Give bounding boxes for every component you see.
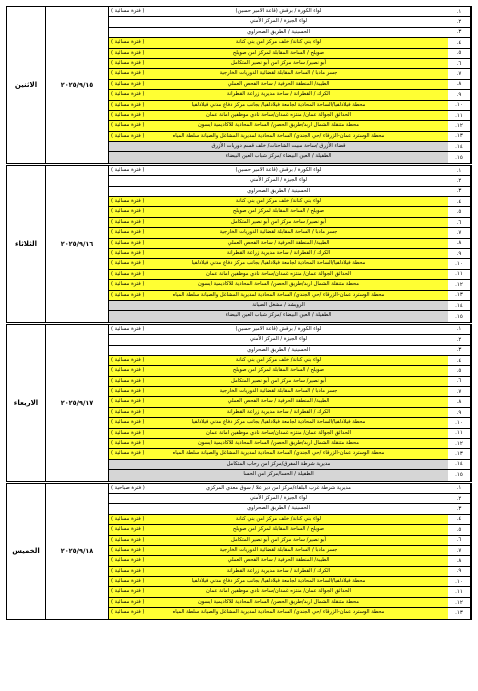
table-row bbox=[109, 567, 471, 577]
location-text: الحسينية / الطريق الصحراوي bbox=[247, 505, 310, 512]
location-text: محطة متنقلة الشمال اربد/طريق الحصن/ الساحة المحاذية للاكاديمية ايسون bbox=[197, 122, 360, 129]
period-label: ( فترة مسائية ) bbox=[111, 588, 145, 595]
location-cell bbox=[109, 121, 448, 130]
table-row bbox=[109, 197, 471, 207]
location-rows bbox=[109, 484, 471, 619]
period-label: ( فترة مسائية ) bbox=[111, 419, 145, 426]
table-row bbox=[109, 121, 471, 131]
period-label: ( فترة مسائية ) bbox=[111, 281, 145, 288]
location-text: محطة فيلادلفيا/الساحة المحاذية لجامعة فيلادلفيا/ بجانب مركز دفاع مدني فيلادلفيا bbox=[191, 101, 366, 108]
location-cell bbox=[109, 28, 448, 37]
location-cell bbox=[109, 356, 448, 365]
location-cell bbox=[109, 311, 448, 321]
day-block bbox=[6, 483, 472, 620]
row-number: .١٠ bbox=[448, 418, 471, 427]
period-label: ( فترة مسائية ) bbox=[111, 515, 145, 522]
period-label: ( فترة مسائية ) bbox=[111, 260, 145, 267]
period-label: ( فترة مسائية ) bbox=[111, 325, 145, 332]
row-number: .١٢ bbox=[448, 439, 471, 448]
location-cell bbox=[109, 166, 448, 175]
table-row bbox=[109, 280, 471, 290]
location-cell bbox=[109, 418, 448, 427]
row-number: .٩ bbox=[448, 90, 471, 99]
row-number: .١ bbox=[448, 484, 471, 493]
location-text: محطة الوسترد عمان-الزرقاء /حي الجندي/ الساحة المحاذية لمديرية المشاغل والصيانة سلطة المياه bbox=[172, 609, 385, 616]
location-text: صويلح / الساحة المقابلة لمركز امن صويلح bbox=[232, 367, 325, 374]
location-cell bbox=[109, 556, 448, 565]
location-text: الكرك / القطرانة / ساحة مديرية زراعة القطرانة bbox=[226, 567, 331, 574]
row-number: .٥ bbox=[448, 525, 471, 534]
table-row bbox=[109, 408, 471, 418]
row-number: .٥ bbox=[448, 366, 471, 375]
location-text: جسر مادبا / الساحة المقابلة لقضائية الدوريات الخارجية bbox=[219, 229, 338, 236]
location-cell bbox=[109, 218, 448, 227]
row-number: .٦ bbox=[448, 377, 471, 386]
location-text: صويلح / الساحة المقابلة لمركز امن صويلح bbox=[232, 49, 325, 56]
row-number: .٦ bbox=[448, 218, 471, 227]
location-text: لواء الجيزة / المركز الأمني bbox=[249, 177, 308, 184]
table-row bbox=[109, 608, 471, 618]
table-row bbox=[109, 598, 471, 608]
table-row bbox=[109, 484, 471, 494]
table-row bbox=[109, 49, 471, 59]
location-cell bbox=[109, 397, 448, 406]
location-cell bbox=[109, 80, 448, 89]
location-cell bbox=[109, 470, 448, 480]
table-row bbox=[109, 69, 471, 79]
table-row bbox=[109, 101, 471, 111]
table-row bbox=[109, 176, 471, 186]
location-cell bbox=[109, 197, 448, 206]
row-number: .٦ bbox=[448, 536, 471, 545]
period-label: ( فترة مسائية ) bbox=[111, 557, 145, 564]
location-cell bbox=[109, 17, 448, 26]
location-text: أبو نصير/ ساحة مركز امن أبو نصير المتكامل bbox=[231, 377, 326, 384]
row-number: .٦ bbox=[448, 59, 471, 68]
location-text: الحسينية / الطريق الصحراوي bbox=[247, 346, 310, 353]
table-row bbox=[109, 494, 471, 504]
location-text: الكرك / القطرانة / ساحة مديرية زراعة القطرانة bbox=[226, 249, 331, 256]
row-number: .٤ bbox=[448, 356, 471, 365]
location-text: الطيبة/ المنطقة الحرفية / ساحة الفحص العملي bbox=[227, 239, 330, 246]
row-number: .٣ bbox=[448, 187, 471, 196]
period-label: ( فترة مسائية ) bbox=[111, 609, 145, 616]
location-text: لواء بني كنانة/ خلف مركز امن بني كنانة bbox=[235, 39, 322, 46]
period-label: ( فترة مسائية ) bbox=[111, 166, 145, 173]
row-number: .٨ bbox=[448, 556, 471, 565]
table-row bbox=[109, 311, 471, 321]
row-number: .١١ bbox=[448, 587, 471, 596]
table-row bbox=[109, 470, 471, 480]
period-label: ( فترة مسائية ) bbox=[111, 398, 145, 405]
table-row bbox=[109, 366, 471, 376]
location-text: الطيبة/ المنطقة الحرفية / ساحة الفحص العملي bbox=[227, 80, 330, 87]
day-block bbox=[6, 6, 472, 164]
location-text: صويلح / الساحة المقابلة لمركز امن صويلح bbox=[232, 208, 325, 215]
table-row bbox=[109, 577, 471, 587]
location-text: لواء الجيزة / المركز الأمني bbox=[249, 336, 308, 343]
table-row bbox=[109, 536, 471, 546]
period-label: ( فترة مسائية ) bbox=[111, 536, 145, 543]
row-number: .٥ bbox=[448, 49, 471, 58]
row-number: .٤ bbox=[448, 197, 471, 206]
row-number: .١ bbox=[448, 325, 471, 334]
location-cell bbox=[109, 515, 448, 524]
location-text: لواء بني كنانة/ خلف مركز امن بني كنانة bbox=[235, 356, 322, 363]
row-number: .١٠ bbox=[448, 577, 471, 586]
table-row bbox=[109, 335, 471, 345]
location-cell bbox=[109, 429, 448, 438]
period-label: ( فترة مسائية ) bbox=[111, 239, 145, 246]
location-cell bbox=[109, 504, 448, 513]
period-label: ( فترة مسائية ) bbox=[111, 578, 145, 585]
day-date: ٢٠٢٥/٩/١٥ bbox=[46, 7, 109, 163]
location-cell bbox=[109, 546, 448, 555]
location-cell bbox=[109, 598, 448, 607]
period-label: ( فترة مسائية ) bbox=[111, 567, 145, 574]
row-number: .١٣ bbox=[448, 291, 471, 300]
location-text: الحسينية / الطريق الصحراوي bbox=[247, 28, 310, 35]
row-number: .١٤ bbox=[448, 460, 471, 469]
location-cell bbox=[109, 49, 448, 58]
table-row bbox=[109, 38, 471, 48]
row-number: .١٠ bbox=[448, 101, 471, 110]
row-number: .٧ bbox=[448, 387, 471, 396]
period-label: ( فترة مسائية ) bbox=[111, 408, 145, 415]
row-number: .١٥ bbox=[448, 152, 471, 162]
table-row bbox=[109, 228, 471, 238]
period-label: ( فترة مسائية ) bbox=[111, 598, 145, 605]
location-cell bbox=[109, 228, 448, 237]
location-cell bbox=[109, 346, 448, 355]
table-row bbox=[109, 239, 471, 249]
period-label: ( فترة مسائية ) bbox=[111, 101, 145, 108]
table-row bbox=[109, 7, 471, 17]
table-row bbox=[109, 325, 471, 335]
location-text: لواء الكورة / برقش (قاعة الامير حسين) bbox=[235, 166, 322, 173]
location-text: مديرية شرطة غرب البلقاء/مركز امن دير علا / سوق معدي المركزي bbox=[206, 484, 351, 491]
location-cell bbox=[109, 132, 448, 141]
location-rows bbox=[109, 325, 471, 481]
day-date: ٢٠٢٥/٩/١٨ bbox=[46, 484, 109, 619]
location-text: لواء بني كنانة/ خلف مركز امن بني كنانة bbox=[235, 515, 322, 522]
table-row bbox=[109, 132, 471, 142]
row-number: .٢ bbox=[448, 17, 471, 26]
period-label: ( فترة مسائية ) bbox=[111, 440, 145, 447]
location-cell bbox=[109, 449, 448, 458]
row-number: .٥ bbox=[448, 207, 471, 216]
period-label: ( فترة مسائية ) bbox=[111, 91, 145, 98]
location-cell bbox=[109, 577, 448, 586]
location-text: صويلح / الساحة المقابلة لمركز امن صويلح bbox=[232, 526, 325, 533]
period-label: ( فترة مسائية ) bbox=[111, 111, 145, 118]
row-number: .٩ bbox=[448, 249, 471, 258]
location-text: الرويشد / مشغل الصيانة bbox=[252, 301, 305, 308]
location-cell bbox=[109, 408, 448, 417]
location-cell bbox=[109, 90, 448, 99]
location-cell bbox=[109, 460, 448, 469]
location-text: الحسينية / الطريق الصحراوي bbox=[247, 187, 310, 194]
location-text: الحدائق الجوالة عمان/ منتزه غمدان/ساحة نادي موظفين امانة عمان bbox=[205, 111, 352, 118]
location-text: جسر مادبا / الساحة المقابلة لقضائية الدوريات الخارجية bbox=[219, 546, 338, 553]
period-label: ( فترة مسائية ) bbox=[111, 270, 145, 277]
location-text: محطة متنقلة الشمال اربد/طريق الحصن/ الساحة المحاذية للاكاديمية ايسون bbox=[197, 281, 360, 288]
location-cell bbox=[109, 187, 448, 196]
period-label: ( فترة مسائية ) bbox=[111, 546, 145, 553]
table-row bbox=[109, 587, 471, 597]
table-row bbox=[109, 346, 471, 356]
location-text: محطة متنقلة الشمال اربد/طريق الحصن/ الساحة المحاذية للاكاديمية ايسون bbox=[197, 598, 360, 605]
row-number: .١٢ bbox=[448, 280, 471, 289]
location-text: لواء الجيزة / المركز الأمني bbox=[249, 494, 308, 501]
location-rows bbox=[109, 166, 471, 322]
table-row bbox=[109, 152, 471, 162]
period-label: ( فترة مسائية ) bbox=[111, 122, 145, 129]
schedule-table bbox=[6, 6, 472, 621]
table-row bbox=[109, 387, 471, 397]
period-label: ( فترة مسائية ) bbox=[111, 59, 145, 66]
location-cell bbox=[109, 525, 448, 534]
row-number: .١٤ bbox=[448, 301, 471, 310]
table-row bbox=[109, 80, 471, 90]
location-text: الكرك / القطرانة / ساحة مديرية زراعة القطرانة bbox=[226, 408, 331, 415]
location-text: أبو نصير/ ساحة مركز امن أبو نصير المتكامل bbox=[231, 536, 326, 543]
location-cell bbox=[109, 567, 448, 576]
location-cell bbox=[109, 142, 448, 151]
location-text: محطة فيلادلفيا/الساحة المحاذية لجامعة فيلادلفيا/ بجانب مركز دفاع مدني فيلادلفيا bbox=[191, 419, 366, 426]
table-row bbox=[109, 142, 471, 152]
table-row bbox=[109, 301, 471, 311]
day-block bbox=[6, 324, 472, 482]
location-text: لواء بني كنانة/ خلف مركز امن بني كنانة bbox=[235, 198, 322, 205]
table-row bbox=[109, 187, 471, 197]
period-label: ( فترة مسائية ) bbox=[111, 356, 145, 363]
table-row bbox=[109, 218, 471, 228]
table-row bbox=[109, 207, 471, 217]
location-cell bbox=[109, 111, 448, 120]
location-cell bbox=[109, 439, 448, 448]
location-cell bbox=[109, 249, 448, 258]
period-label: ( فترة مسائية ) bbox=[111, 367, 145, 374]
location-text: الطفيلة / العين البيضاء /مركز شباب العين البيضاء bbox=[225, 312, 332, 319]
row-number: .٣ bbox=[448, 504, 471, 513]
location-cell bbox=[109, 325, 448, 334]
location-text: الطفيلة / الحسا/مركز امن الحسا bbox=[243, 471, 314, 478]
day-date: ٢٠٢٥/٩/١٦ bbox=[46, 166, 109, 322]
period-label: ( فترة مسائية ) bbox=[111, 208, 145, 215]
location-text: لواء الكورة / برقش (قاعة الامير حسين) bbox=[235, 325, 322, 332]
row-number: .٧ bbox=[448, 546, 471, 555]
period-label: ( فترة مسائية ) bbox=[111, 218, 145, 225]
location-cell bbox=[109, 69, 448, 78]
row-number: .٩ bbox=[448, 408, 471, 417]
period-label: ( فترة مسائية ) bbox=[111, 291, 145, 298]
period-label: ( فترة مسائية ) bbox=[111, 132, 145, 139]
day-name: الخميس bbox=[7, 484, 46, 619]
location-cell bbox=[109, 207, 448, 216]
location-cell bbox=[109, 608, 448, 618]
day-date: ٢٠٢٥/٩/١٧ bbox=[46, 325, 109, 481]
row-number: .١٣ bbox=[448, 449, 471, 458]
row-number: .١٥ bbox=[448, 311, 471, 321]
location-cell bbox=[109, 101, 448, 110]
location-text: أبو نصير/ ساحة مركز امن أبو نصير المتكامل bbox=[231, 59, 326, 66]
table-row bbox=[109, 546, 471, 556]
row-number: .١٢ bbox=[448, 598, 471, 607]
row-number: .١ bbox=[448, 7, 471, 16]
table-row bbox=[109, 556, 471, 566]
row-number: .١١ bbox=[448, 111, 471, 120]
location-text: الحدائق الجوالة عمان/ منتزه غمدان/ساحة نادي موظفين امانة عمان bbox=[205, 270, 352, 277]
table-row bbox=[109, 166, 471, 176]
table-row bbox=[109, 429, 471, 439]
table-row bbox=[109, 449, 471, 459]
period-label: ( فترة مسائية ) bbox=[111, 8, 145, 14]
location-cell bbox=[109, 536, 448, 545]
row-number: .٨ bbox=[448, 397, 471, 406]
location-text: محطة الوسترد عمان-الزرقاء /حي الجندي/ الساحة المحاذية لمديرية المشاغل والصيانة سلطة المياه bbox=[172, 450, 385, 457]
location-cell bbox=[109, 494, 448, 503]
table-row bbox=[109, 460, 471, 470]
location-cell bbox=[109, 387, 448, 396]
location-text: جسر مادبا / الساحة المقابلة لقضائية الدوريات الخارجية bbox=[219, 70, 338, 77]
row-number: .٩ bbox=[448, 567, 471, 576]
day-name: الثلاثاء bbox=[7, 166, 46, 322]
location-text: الطيبة/ المنطقة الحرفية / ساحة الفحص العملي bbox=[227, 557, 330, 564]
day-name: الاثنين bbox=[7, 7, 46, 163]
period-label: ( فترة صباحية ) bbox=[111, 484, 145, 491]
location-text: لواء الجيزة / المركز الأمني bbox=[249, 18, 308, 25]
period-label: ( فترة مسائية ) bbox=[111, 80, 145, 87]
table-row bbox=[109, 525, 471, 535]
table-row bbox=[109, 111, 471, 121]
location-cell bbox=[109, 239, 448, 248]
table-row bbox=[109, 515, 471, 525]
row-number: .٢ bbox=[448, 335, 471, 344]
location-cell bbox=[109, 259, 448, 268]
row-number: .١١ bbox=[448, 429, 471, 438]
period-label: ( فترة مسائية ) bbox=[111, 249, 145, 256]
period-label: ( فترة مسائية ) bbox=[111, 388, 145, 395]
row-number: .٤ bbox=[448, 515, 471, 524]
location-text: محطة الوسترد عمان-الزرقاء /حي الجندي/ الساحة المحاذية لمديرية المشاغل والصيانة سلطة المياه bbox=[172, 291, 385, 298]
table-row bbox=[109, 59, 471, 69]
table-row bbox=[109, 28, 471, 38]
row-number: .١٤ bbox=[448, 142, 471, 151]
location-text: لواء الكورة / برقش (قاعة الامير حسين) bbox=[235, 8, 322, 14]
period-label: ( فترة مسائية ) bbox=[111, 70, 145, 77]
location-cell bbox=[109, 301, 448, 310]
table-row bbox=[109, 90, 471, 100]
location-text: الطيبة/ المنطقة الحرفية / ساحة الفحص العملي bbox=[227, 398, 330, 405]
period-label: ( فترة مسائية ) bbox=[111, 429, 145, 436]
location-cell bbox=[109, 335, 448, 344]
period-label: ( فترة مسائية ) bbox=[111, 49, 145, 56]
location-text: مديرية شرطة المفرق/مركز امن رحاب المتكامل bbox=[226, 460, 331, 467]
row-number: .١٣ bbox=[448, 608, 471, 618]
location-cell bbox=[109, 59, 448, 68]
table-row bbox=[109, 439, 471, 449]
location-cell bbox=[109, 291, 448, 300]
location-text: الحدائق الجوالة عمان/ منتزه غمدان/ساحة نادي موظفين امانة عمان bbox=[205, 429, 352, 436]
row-number: .٣ bbox=[448, 28, 471, 37]
location-cell bbox=[109, 587, 448, 596]
location-cell bbox=[109, 152, 448, 162]
row-number: .٣ bbox=[448, 346, 471, 355]
location-text: الكرك / القطرانة / ساحة مديرية زراعة القطرانة bbox=[226, 91, 331, 98]
row-number: .٤ bbox=[448, 38, 471, 47]
table-row bbox=[109, 377, 471, 387]
period-label: ( فترة مسائية ) bbox=[111, 198, 145, 205]
row-number: .١٣ bbox=[448, 132, 471, 141]
row-number: .٧ bbox=[448, 69, 471, 78]
row-number: .٨ bbox=[448, 239, 471, 248]
location-cell bbox=[109, 270, 448, 279]
row-number: .١١ bbox=[448, 270, 471, 279]
location-cell bbox=[109, 377, 448, 386]
period-label: ( فترة مسائية ) bbox=[111, 526, 145, 533]
location-text: محطة الوسترد عمان-الزرقاء /حي الجندي/ الساحة المحاذية لمديرية المشاغل والصيانة سلطة المياه bbox=[172, 132, 385, 139]
row-number: .١٥ bbox=[448, 470, 471, 480]
location-text: محطة متنقلة الشمال اربد/طريق الحصن/ الساحة المحاذية للاكاديمية ايسون bbox=[197, 440, 360, 447]
table-row bbox=[109, 249, 471, 259]
table-row bbox=[109, 270, 471, 280]
row-number: .٢ bbox=[448, 176, 471, 185]
period-label: ( فترة مسائية ) bbox=[111, 377, 145, 384]
day-block bbox=[6, 165, 472, 323]
period-label: ( فترة مسائية ) bbox=[111, 450, 145, 457]
period-label: ( فترة مسائية ) bbox=[111, 39, 145, 46]
location-text: محطة فيلادلفيا/الساحة المحاذية لجامعة فيلادلفيا/ بجانب مركز دفاع مدني فيلادلفيا bbox=[191, 578, 366, 585]
location-text: محطة فيلادلفيا/الساحة المحاذية لجامعة فيلادلفيا/ بجانب مركز دفاع مدني فيلادلفيا bbox=[191, 260, 366, 267]
location-text: قضاء الأزرق /ساحة مبيت الشاحنات/ خلف قسم دوريات الأزرق bbox=[211, 143, 346, 150]
location-text: الحدائق الجوالة عمان/ منتزه غمدان/ساحة نادي موظفين امانة عمان bbox=[205, 588, 352, 595]
row-number: .٨ bbox=[448, 80, 471, 89]
location-cell bbox=[109, 484, 448, 493]
day-name: الاربعاء bbox=[7, 325, 46, 481]
location-rows bbox=[109, 7, 471, 163]
table-row bbox=[109, 259, 471, 269]
table-row bbox=[109, 356, 471, 366]
location-cell bbox=[109, 38, 448, 47]
row-number: .١٢ bbox=[448, 121, 471, 130]
location-text: جسر مادبا / الساحة المقابلة لقضائية الدوريات الخارجية bbox=[219, 388, 338, 395]
row-number: .٧ bbox=[448, 228, 471, 237]
location-cell bbox=[109, 366, 448, 375]
location-text: الطفيلة / العين البيضاء /مركز شباب العين البيضاء bbox=[225, 153, 332, 160]
location-cell bbox=[109, 176, 448, 185]
table-row bbox=[109, 291, 471, 301]
row-number: .٢ bbox=[448, 494, 471, 503]
location-cell bbox=[109, 280, 448, 289]
period-label: ( فترة مسائية ) bbox=[111, 229, 145, 236]
table-row bbox=[109, 504, 471, 514]
location-cell bbox=[109, 7, 448, 16]
table-row bbox=[109, 17, 471, 27]
table-row bbox=[109, 418, 471, 428]
location-text: أبو نصير/ ساحة مركز امن أبو نصير المتكامل bbox=[231, 218, 326, 225]
row-number: .١٠ bbox=[448, 259, 471, 268]
row-number: .١ bbox=[448, 166, 471, 175]
table-row bbox=[109, 397, 471, 407]
